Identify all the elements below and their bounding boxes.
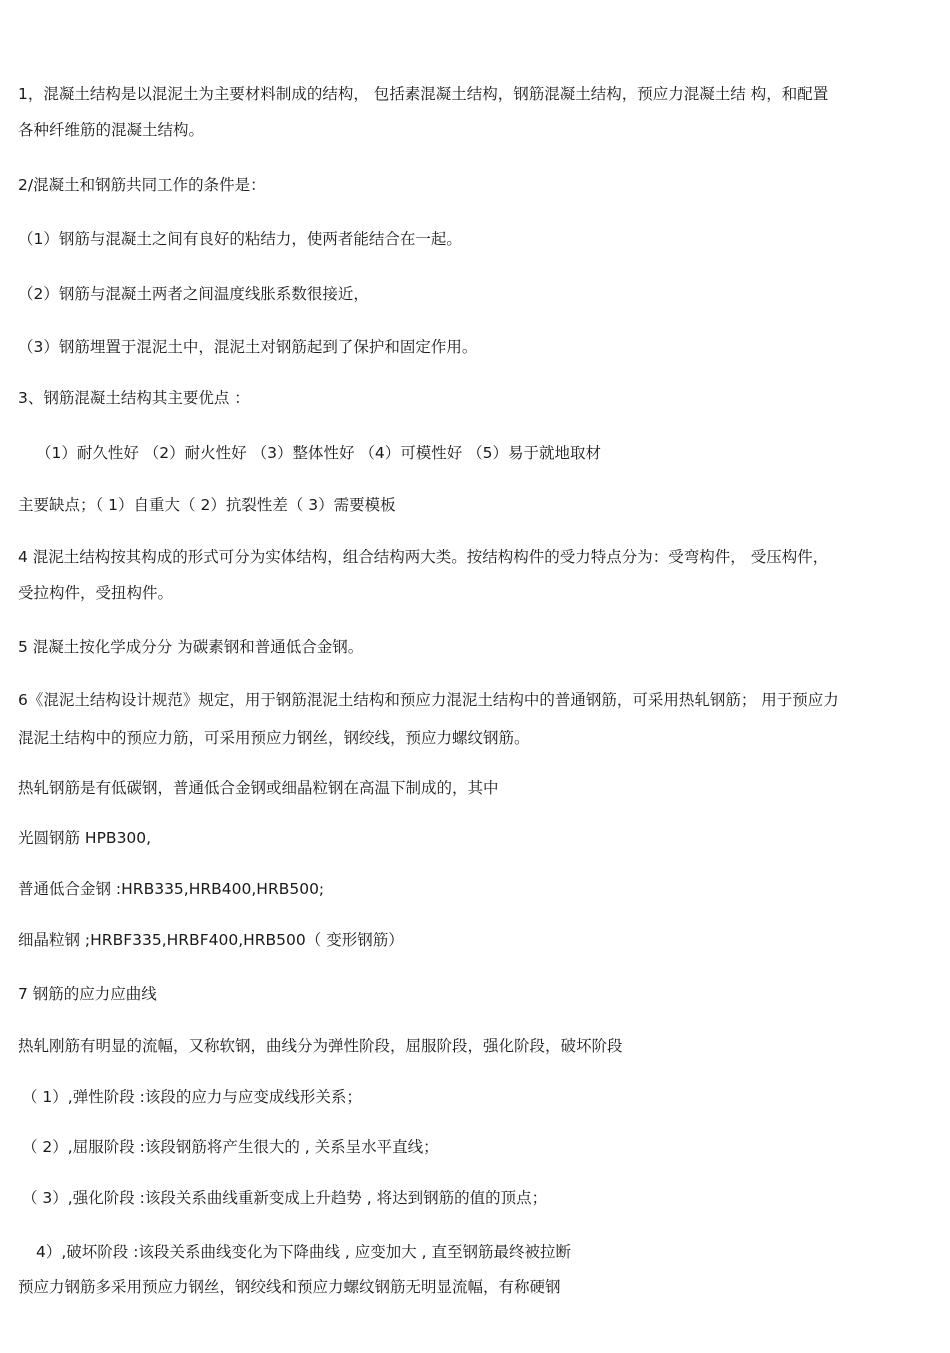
paragraph-1-line-1: 1，混凝土结构是以混泥土为主要材料制成的结构， 包括素混凝土结构，钢筋混凝土结构，预应力混凝土结 构，和配置	[18, 85, 829, 103]
paragraph-4-line-1: 4 混泥土结构按其构成的形式可分为实体结构，组合结构两大类。按结构构件的受力特点分为：受弯构件， 受压构件，	[18, 548, 829, 566]
paragraph-3-disadvantages: 主要缺点；（ 1）自重大（ 2）抗裂性差（ 3）需要模板	[18, 496, 396, 514]
paragraph-7-heading: 7 钢筋的应力应曲线	[18, 985, 157, 1003]
plain-round-bar: 光圆钢筋 HPB300,	[18, 829, 152, 847]
low-alloy-steel: 普通低合金钢 :HRB335,HRB400,HRB500;	[18, 880, 325, 898]
paragraph-6-line-2: 混泥土结构中的预应力筋，可采用预应力钢丝，钢绞线，预应力螺纹钢筋。	[18, 729, 530, 747]
paragraph-5: 5 混凝土按化学成分分 为碳素钢和普通低合金钢。	[18, 638, 364, 656]
stage-hardening: （ 3）,强化阶段 :该段关系曲线重新变成上升趋势 , 将达到钢筋的值的顶点；	[22, 1189, 548, 1207]
fine-grain-steel: 细晶粒钢 ;HRBF335,HRBF400,HRB500（ 变形钢筋）	[18, 931, 404, 949]
paragraph-3-advantages: （1）耐久性好 （2）耐火性好 （3）整体性好 （4）可模性好 （5）易于就地取材	[36, 444, 602, 462]
stage-failure: 4）,破坏阶段 :该段关系曲线变化为下降曲线 , 应变加大 , 直至钢筋最终被拉断	[36, 1243, 572, 1261]
paragraph-2-heading: 2/混凝土和钢筋共同工作的条件是：	[18, 176, 266, 194]
hot-rolled-intro: 热轧钢筋是有低碳钢，普通低合金钢或细晶粒钢在高温下制成的，其中	[18, 779, 499, 797]
paragraph-2-item-1: （1）钢筋与混凝土之间有良好的粘结力，使两者能结合在一起。	[18, 230, 462, 248]
stage-elastic: （ 1）,弹性阶段 :该段的应力与应变成线形关系；	[22, 1088, 362, 1106]
paragraph-3-heading: 3、钢筋混凝土结构其主要优点 ：	[18, 389, 250, 407]
paragraph-6-line-1: 6《混泥土结构设计规范》规定，用于钢筋混泥土结构和预应力混泥土结构中的普通钢筋，可采用热轧钢筋； 用于预应力	[18, 691, 839, 709]
paragraph-1-line-2: 各种纤维筋的混凝土结构。	[18, 121, 205, 139]
stage-yield: （ 2）,屈服阶段 :该段钢筋将产生很大的 , 关系呈水平直线；	[22, 1138, 439, 1156]
prestressed-steel-note: 预应力钢筋多采用预应力钢丝，钢绞线和预应力螺纹钢筋无明显流幅，有称硬钢	[18, 1278, 561, 1296]
paragraph-2-item-3: （3）钢筋埋置于混泥土中，混泥土对钢筋起到了保护和固定作用。	[18, 338, 478, 356]
paragraph-2-item-2: （2）钢筋与混凝土两者之间温度线胀系数很接近，	[18, 285, 369, 303]
paragraph-7-intro: 热轧刚筋有明显的流幅，又称软钢，曲线分为弹性阶段，屈服阶段，强化阶段，破坏阶段	[18, 1037, 623, 1055]
paragraph-4-line-2: 受拉构件，受扭构件。	[18, 584, 174, 602]
